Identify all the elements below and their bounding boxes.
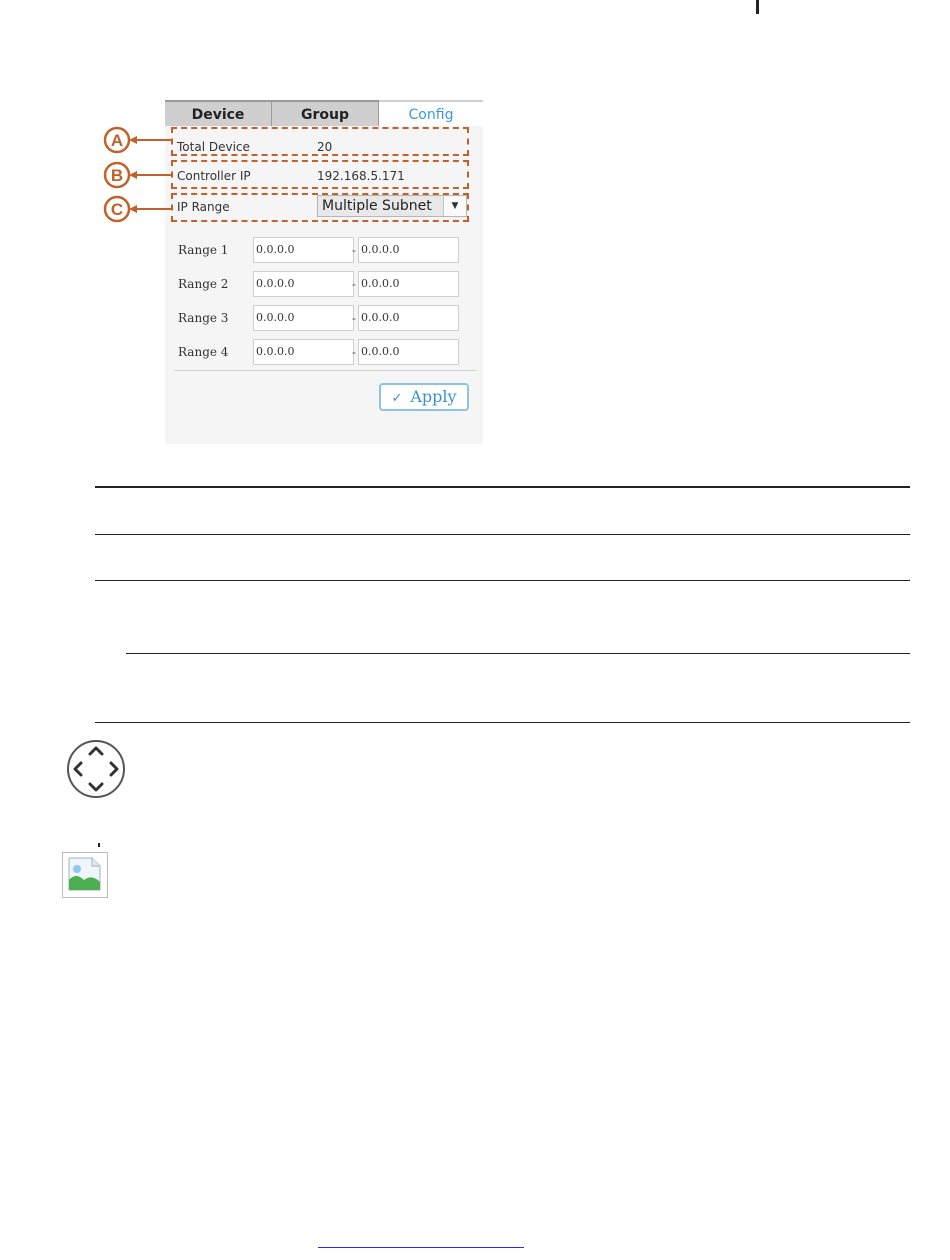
tab-config[interactable]: Config [379,100,483,126]
range-separator: - [352,243,356,257]
table-rule-indented [126,653,910,654]
tab-bar [165,100,483,126]
four-way-navigation-icon[interactable] [66,739,126,799]
callout-a-letter: A [110,131,124,150]
bottom-link-underline[interactable] [318,1247,524,1248]
ip-range-label: IP Range [177,200,230,214]
range-4-label: Range 4 [178,345,229,359]
config-panel [165,100,483,444]
range-1-label: Range 1 [178,243,229,257]
table-rule-1 [95,534,910,535]
range-2-end-input[interactable]: 0.0.0.0 [358,271,459,297]
callout-c-letter: C [110,200,124,219]
range-separator: - [352,345,356,359]
callout-b-letter: B [110,166,124,185]
range-separator: - [352,277,356,291]
range-3-end-input[interactable]: 0.0.0.0 [358,305,459,331]
range-3-start-input[interactable]: 0.0.0.0 [253,305,354,331]
table-rule-bottom [95,722,910,723]
top-mark [756,0,759,14]
range-2-start-input[interactable]: 0.0.0.0 [253,271,354,297]
broken-image-icon [62,852,108,898]
total-device-label: Total Device [177,140,250,154]
range-1-end-input[interactable]: 0.0.0.0 [358,237,459,263]
apply-label: Apply [410,387,457,406]
range-4-start-input[interactable]: 0.0.0.0 [253,339,354,365]
callout-c [103,195,173,223]
dot-mark [98,843,100,847]
check-icon: ✓ [391,391,403,406]
range-1-start-input[interactable]: 0.0.0.0 [253,237,354,263]
callout-a [103,126,173,154]
callout-b [103,161,173,189]
dropdown-arrow-icon[interactable]: ▼ [443,196,466,216]
controller-ip-label: Controller IP [177,169,251,183]
table-rule-2 [95,580,910,581]
tab-device[interactable]: Device [165,100,272,126]
range-4-end-input[interactable]: 0.0.0.0 [358,339,459,365]
panel-divider [174,370,476,371]
range-3-label: Range 3 [178,311,229,325]
ip-range-selected: Multiple Subnet [322,198,432,214]
range-separator: - [352,311,356,325]
tab-group[interactable]: Group [272,100,379,126]
ip-range-select[interactable] [317,195,467,217]
apply-button[interactable] [379,383,469,411]
total-device-value: 20 [317,140,333,154]
controller-ip-value: 192.168.5.171 [317,169,405,183]
table-rule-top [95,486,910,488]
range-2-label: Range 2 [178,277,229,291]
